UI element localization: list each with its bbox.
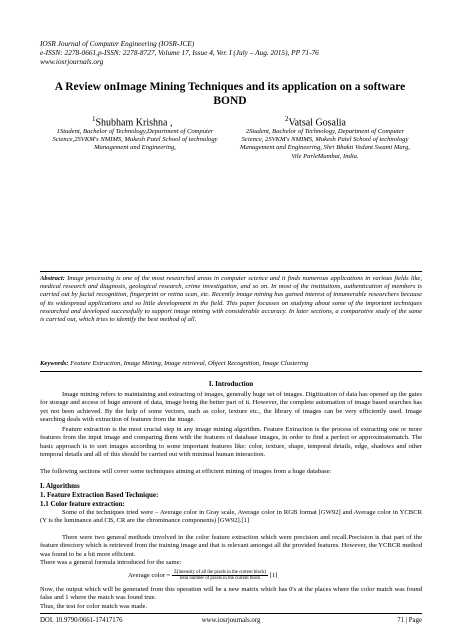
- intro-paragraph-3: The following sections will cover some techniques aiming at efficient mining of images from a huge database:: [40, 468, 332, 475]
- algorithms-heading: I. Algorithms: [40, 482, 80, 490]
- author-2-name: $^2$Vatsal Gosalia: [285, 115, 346, 129]
- algorithms-paragraph-3: There was a general formula introduced for the same:: [40, 559, 182, 566]
- journal-issn: e-ISSN: 2278-0661,p-ISSN: 2278-8727, Volume 17, Issue 4, Ver. I (July – Aug. 2015), PP 71-76: [40, 48, 319, 57]
- intro-paragraph-2: Feature extraction is the most crucial step in any image mining algorithm. Feature Extraction is the process of extracting one or more features from the input image and comparing them with the features of database images, in order to find a perfect or approximatematch. The basic approach is to sort images according to some important features like: color, texture, shape, temporal details, edge, shadows and other temporal details and all of this should be carried out with minimal human interaction.: [40, 426, 422, 459]
- author-1-name: $^1$Shubham Krishna ,: [92, 115, 173, 129]
- abstract-bottom-rule: [40, 371, 422, 372]
- formula-fraction: [172, 570, 268, 581]
- formula-lhs: Average color =: [128, 572, 171, 580]
- algorithms-paragraph-1: Some of the techniques tried were – Average color in Gray scale, Average color in RGB format [GW92] and Average color in YCBCR (Y is the luminance and CB, CR are the chrominance components) [GW92].[1]: [40, 509, 422, 525]
- color-feature-heading: 1.1 Color feature extraction:: [40, 500, 125, 508]
- average-color-formula: [128, 570, 277, 581]
- intro-paragraph-1: Image mining refers to maintaining and extracting of images, generally huge set of images. Digitization of data has opened up the gates for storage and access of huge amount of data, image being the better part of it. However, the complete automation of image based searches has yet not been achieved. By the help of some vectors, such as color, texture etc., the library of images can be very efficiently used. Image searching deals with extraction of features from the image.: [40, 391, 422, 424]
- formula-denominator: total number of pixels in the current block: [179, 576, 261, 581]
- footer-doi: DOI. 10.9790/0661-17417176: [40, 617, 123, 624]
- author-2-affiliation: 2Student, Bachelor of Technology, Department of Computer Science, 2SVKM's NMIMS, Mukesh Patel School of technology Management and Engineering, Shri Bhakti Vedant Swami Marg, Vile ParleMumbai, India.: [240, 128, 410, 160]
- abstract: Abstract: Image processing is one of the most researched areas in computer science and it finds numerous applications in various fields like, medical research and diagnosis, geological research, crime investigation, and so on. In most of the institutions, authentication of members is carried out by facial recognition, fingerprint or retina scan, etc. Recently image mining has gained interest of innumerable researchers because of its widespread applications and so little development in the field. This paper focusses on studying about some of the important techniques researched and developed successfully to support image mining with considerable accuracy. In later sections, a comparative study of the same is carried out, which tries to identify the best method of all.: [40, 275, 422, 324]
- journal-name: IOSR Journal of Computer Engineering (IOSR-JCE): [40, 39, 195, 48]
- paper-title: A Review onImage Mining Techniques and its application on a software BOND: [54, 81, 406, 107]
- algorithms-paragraph-2: There were two general methods involved in the color feature extraction which were precision and recall.Precision is that part of the feature directory which is retrieved from the training image and that is relevant amongst all the provided features. However, the YCBCR method was found to be a bit more efficient.: [40, 534, 422, 558]
- journal-url: www.iosrjournals.org: [40, 57, 104, 66]
- footer-rule: [40, 613, 422, 614]
- author-1-affiliation: 1Student, Bachelor of Technology,Department of Computer Science,2SVKM's NMIMS, Mukesh Patel School of technology Management and Engineering,: [52, 128, 218, 152]
- keywords: Keywords: Feature Extraction, Image Mining, Image retrieval, Object Recognition, Image Clustering: [40, 360, 309, 367]
- feature-extraction-heading: 1. Feature Extraction Based Technique:: [40, 491, 159, 499]
- formula-reference: [1]: [269, 572, 278, 580]
- abstract-top-rule: [40, 271, 422, 272]
- footer-page: 71 | Page: [397, 617, 422, 624]
- algorithms-paragraph-5: Thus, the test for color match was made.: [40, 603, 148, 610]
- algorithms-paragraph-4: Now, the output which will be generated from this operation will be a new matrix which has 0's at the places where the color match was found false and 1 where the match was found true.: [40, 586, 422, 602]
- formula-numerator: Σ(intensity of all the pixels in the current block): [174, 570, 267, 575]
- footer-site: www.iosrjournals.org: [201, 617, 261, 624]
- intro-heading: I. Introduction: [208, 380, 254, 388]
